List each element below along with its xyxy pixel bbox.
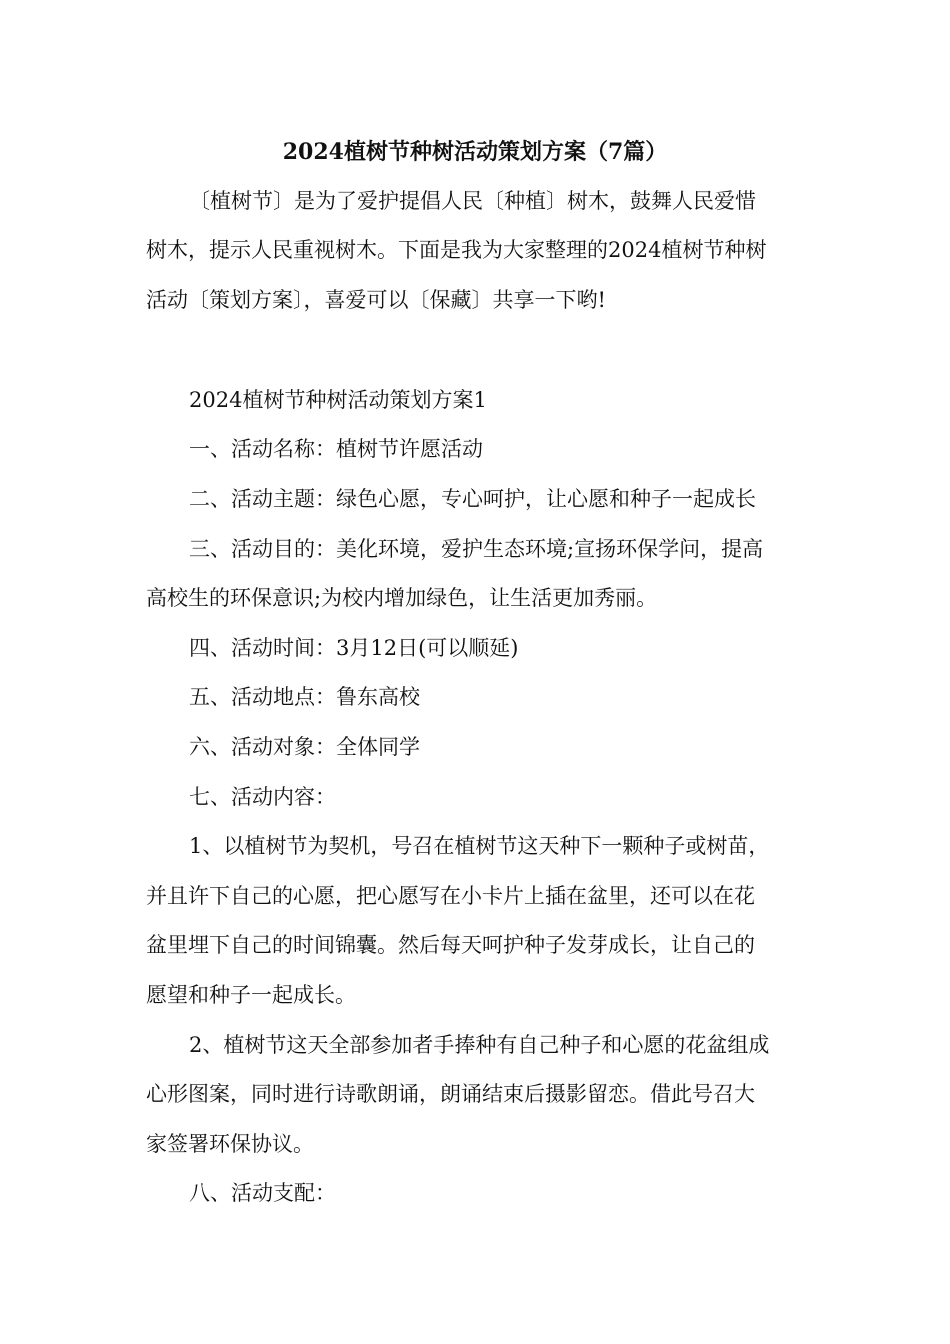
paragraph-line: 高校生的环保意识;为校内增加绿色，让生活更加秀丽。 [146,586,658,610]
paragraph-line: 并且许下自己的心愿，把心愿写在小卡片上插在盆里，还可以在花 [146,884,755,908]
paragraph-line: 四、活动时间：3月12日(可以顺延) [189,636,519,660]
paragraph-line: 2、植树节这天全部参加者手捧种有自己种子和心愿的花盆组成 [189,1033,770,1057]
intro-line-1: 〔植树节〕是为了爱护提倡人民〔种植〕树木，鼓舞人民爱惜 [189,189,756,213]
paragraph-line: 二、活动主题：绿色心愿，专心呵护，让心愿和种子一起成长 [189,487,756,511]
paragraph-line: 家签署环保协议。 [146,1132,314,1156]
intro-line-3: 活动〔策划方案〕，喜爱可以〔保藏〕共享一下哟! [146,288,606,312]
paragraph-line: 三、活动目的：美化环境，爱护生态环境;宣扬环保学问，提高 [189,537,764,561]
paragraph-line: 愿望和种子一起成长。 [146,983,356,1007]
section-heading: 2024植树节种树活动策划方案1 [189,388,487,412]
document-title: 2024植树节种树活动策划方案（7篇） [282,139,668,165]
paragraph-line: 五、活动地点：鲁东高校 [189,685,420,709]
paragraph-line: 1、以植树节为契机，号召在植树节这天种下一颗种子或树苗， [189,834,770,858]
paragraph-line: 七、活动内容： [189,785,336,809]
paragraph-line: 六、活动对象：全体同学 [189,735,420,759]
paragraph-line: 八、活动支配： [189,1181,336,1205]
paragraph-line: 一、活动名称：植树节许愿活动 [189,437,483,461]
paragraph-line: 心形图案，同时进行诗歌朗诵，朗诵结束后摄影留恋。借此号召大 [146,1082,755,1106]
paragraph-line: 盆里埋下自己的时间锦囊。然后每天呵护种子发芽成长，让自己的 [146,933,755,957]
intro-line-2: 树木，提示人民重视树木。下面是我为大家整理的2024植树节种树 [146,238,767,262]
